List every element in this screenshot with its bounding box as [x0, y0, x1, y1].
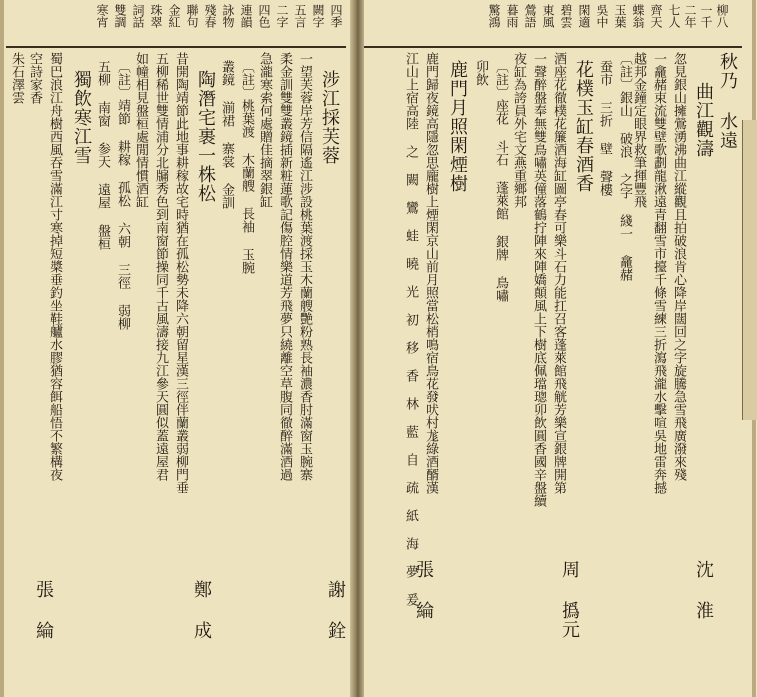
annotation-line: 〔註〕銀山 破浪 之字 綫一 龕赭	[617, 52, 632, 281]
author-name: 張 綸	[413, 560, 434, 620]
left-top-note: 四季	[329, 4, 343, 28]
poem-line: 昔開陶靖節此地事耕稼故宅時猶在孤松勢未降六朝留星漢三徑伴蘭叢弱柳門垂	[173, 52, 188, 494]
author-name: 張 綸	[33, 580, 54, 640]
right-top-note: 東風	[541, 4, 555, 28]
author-name: 鄭 成	[191, 580, 212, 640]
right-header-rule	[364, 46, 742, 48]
right-top-note: 一千	[699, 4, 713, 28]
left-top-note: 闕字	[311, 4, 325, 28]
poem-title-taoqian: 陶潛宅裹一株松	[195, 70, 216, 203]
author-name: 周 撝元	[559, 560, 580, 639]
annotation-line: 蚕市 三折 壁 聲樓	[597, 60, 612, 196]
left-top-note: 寒宵	[95, 4, 109, 28]
poem-line: 蜀巴浪江舟樹西風吞雪滿江寸寒掉短槳垂釣坐鞋艫水膠猶容餌船悟不繁構夜	[47, 52, 62, 481]
right-top-note: 玉葉	[613, 4, 627, 28]
poem-line: 夜缸為誇員外宅文燕重鄉邦	[511, 52, 526, 208]
left-top-note: 四色	[257, 4, 271, 28]
poem-line: 柔金訓雙雙叢鏡插新粧蓮歌記傷腔情樂道芳飛夢只繞離空草腹同徹醉滿酒過	[277, 52, 292, 481]
poem-line: 五柳稀世雙情浦分北牖秀色到南窗節操同千古風濤接九江參天圓似蓋遠屋君	[153, 52, 168, 481]
left-top-note: 二字	[275, 4, 289, 28]
book-spine	[350, 0, 364, 697]
left-top-note: 雙調	[113, 4, 127, 28]
right-top-note: 鶯語	[523, 4, 537, 28]
poem-title-duyin: 獨飲寒江雪	[71, 70, 92, 165]
annotation-line: 〔註〕靖節 耕稼 孤松 六朝 三徑 弱柳	[115, 60, 130, 330]
right-top-note: 齊天	[649, 4, 663, 28]
poem-line: 空詩家香	[27, 52, 42, 104]
poem-title-lumen: 鹿門月照閑煙樹	[447, 60, 468, 193]
left-header-rule	[6, 46, 346, 48]
author-name: 謝 銓	[325, 580, 346, 640]
poem-line: 忽見銀山擁鶯湧沸曲江縱觀且拍破浪肯心降岸闊回之字旋騰急雪飛廣潑來殘	[671, 52, 686, 481]
right-top-note: 蝶翁	[631, 4, 645, 28]
annotation-line: 叢鏡 湔裙 寨裳 金訓	[219, 60, 234, 209]
right-top-note: 閑適	[577, 4, 591, 28]
left-page-edge	[0, 0, 4, 697]
right-top-note: 驚鴻	[487, 4, 501, 28]
left-top-note: 詠物	[221, 4, 235, 28]
poem-line: 一望芙蓉岸芳信隔遙江涉設桃葉渡採玉木蘭艘艷粉熟長袖濃香肘滿窗玉腕寨	[297, 52, 312, 481]
left-top-note: 五言	[293, 4, 307, 28]
poem-title-qiu: 秋乃 水遠	[717, 52, 738, 150]
annotation-line: 五柳 南窗 参天 遠屋 盤桓	[95, 60, 110, 250]
poem-line: 一聲醉盤奉無雙鳥嘯英僮落鶴拧陣來陣嬌顛風上下樹底佩璫璁卯飲圓香國辛盤續	[531, 52, 546, 507]
poem-line: 急瀧寒索何處贈佳摘翠銀缸	[257, 52, 272, 208]
right-top-note: 暮雨	[505, 4, 519, 28]
annotation-line: 〔註〕座花 斗石 蓬萊館 銀牌 鳥嘯	[493, 60, 508, 302]
right-top-note: 柳八	[715, 4, 729, 28]
poem-line: 酒座花徹樸花簾酒海缸圖亭春可樂斗石力能扛召客蓬萊館飛觥芳樂宣銀牌開第	[551, 52, 566, 494]
page-margin-strip	[742, 120, 757, 420]
poem-line: 鹿門歸夜鏡高隱忽思龐樹上煙閑京山前月照當松梢鳴宿鳥花發吠村尨綠酒醑漢	[423, 52, 438, 494]
poem-title-qujiang: 曲江觀濤	[693, 82, 714, 158]
right-top-note: 吳中	[595, 4, 609, 28]
left-top-note: 聯句	[185, 4, 199, 28]
left-top-note: 連韻	[239, 4, 253, 28]
left-top-note: 金紅	[167, 4, 181, 28]
right-top-note: 七人	[667, 4, 681, 28]
annotation-line: 〔註〕桃葉渡 木蘭艘 長袖 玉腕	[239, 60, 254, 274]
left-top-note: 詞話	[131, 4, 145, 28]
poem-line: 朱石澤雲	[9, 52, 24, 104]
poem-title-shejiang: 涉江採芙蓉	[319, 70, 340, 165]
poem-line: 一龕赭束流雙壁歌劃龍湫遠青翻雪市擡千條雪練三折瀉飛瀧水擊喧吳地雷奔撼	[651, 52, 666, 494]
poem-line: 江山上宿高陸 之 闕 鸞 蛙 曉 光 初 移 香 林 藍 自 疏 紙 海 夢 爰	[403, 52, 418, 606]
left-top-note: 珠翠	[149, 4, 163, 28]
poem-line: 越邦金鐘定眼界救筆揮豐飛	[631, 52, 646, 208]
author-name: 沈 淮	[693, 560, 714, 620]
annotation-line: 卯飲	[473, 60, 488, 86]
poem-title-huapu: 花樸玉缸春酒香	[573, 60, 594, 193]
right-top-note: 二年	[683, 4, 697, 28]
right-top-note: 碧雲	[559, 4, 573, 28]
poem-line: 如幢相見盤桓處閒情慣酒缸	[133, 52, 148, 208]
left-top-note: 殘春	[203, 4, 217, 28]
